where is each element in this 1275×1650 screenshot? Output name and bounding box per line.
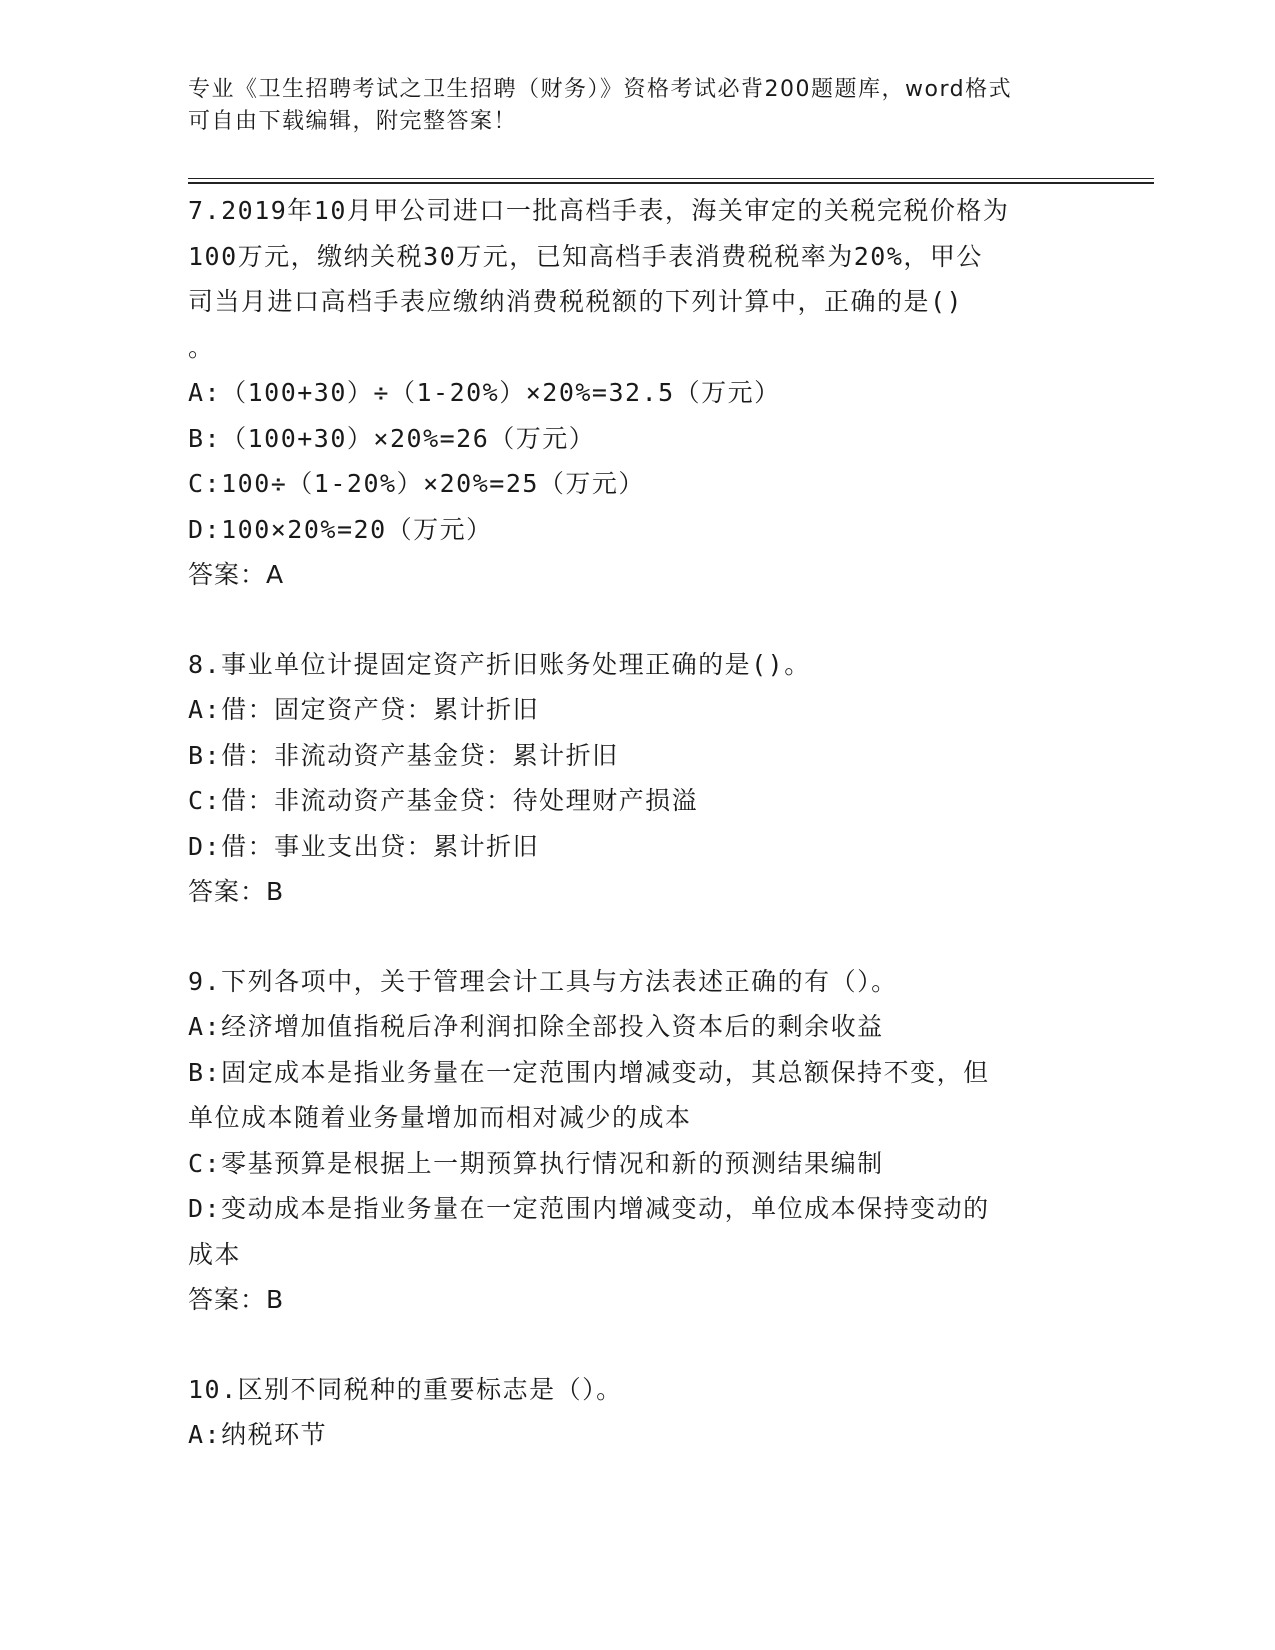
question-spacer (188, 598, 1088, 642)
option-c: C:100÷（1-20%）×20%=25（万元） (188, 469, 645, 498)
question-stem: 10.区别不同税种的重要标志是（）。 (188, 1374, 623, 1404)
option-d: D:变动成本是指业务量在一定范围内增减变动，单位成本保持变动的 (188, 1194, 990, 1223)
option-d: D:100×20%=20（万元） (188, 514, 493, 544)
option-a: A:借：固定资产贷：累计折旧 (188, 695, 540, 724)
question-spacer (188, 915, 1088, 959)
option-b: B:（100+30）×20%=26（万元） (188, 423, 596, 453)
question-spacer (188, 1323, 1088, 1367)
question-9 (188, 959, 1088, 1323)
question-stem: 7.2019年10月甲公司进口一批高档手表，海关审定的关税完税价格为 (188, 196, 1010, 225)
option-a: A:经济增加值指税后净利润扣除全部投入资本后的剩余收益 (188, 1012, 884, 1041)
option-d: D:借：事业支出贷：累计折旧 (188, 831, 540, 861)
option-c: C:零基预算是根据上一期预算执行情况和新的预测结果编制 (188, 1148, 884, 1178)
option-b: B:固定成本是指业务量在一定范围内增减变动，其总额保持不变，但 (188, 1057, 990, 1087)
question-8 (188, 642, 1088, 915)
answer: 答案：A (188, 560, 285, 589)
option-a: A:纳税环节 (188, 1420, 328, 1449)
question-stem: 100万元，缴纳关税30万元，已知高档手表消费税税率为20%，甲公 (188, 241, 983, 271)
header-line-1: 专业《卫生招聘考试之卫生招聘（财务）》资格考试必背200题题库，word格式 (188, 77, 1013, 102)
question-stem: 9.下列各项中，关于管理会计工具与方法表述正确的有（）。 (188, 966, 898, 996)
option-b-continued: 单位成本随着业务量增加而相对减少的成本 (188, 1103, 692, 1132)
question-list (188, 188, 1088, 1458)
question-10 (188, 1367, 1088, 1458)
answer: 答案：B (188, 877, 285, 906)
header-divider (188, 178, 1154, 184)
answer: 答案：B (188, 1285, 285, 1314)
question-7 (188, 188, 1088, 598)
question-stem: 。 (188, 332, 215, 362)
header-line-2: 可自由下载编辑，附完整答案！ (188, 109, 518, 134)
option-b: B:借：非流动资产基金贷：累计折旧 (188, 740, 619, 770)
document-header (188, 74, 1088, 138)
option-a: A:（100+30）÷（1-20%）×20%=32.5（万元） (188, 378, 781, 407)
question-stem: 司当月进口高档手表应缴纳消费税税额的下列计算中，正确的是() (188, 287, 964, 316)
option-d-continued: 成本 (188, 1239, 242, 1269)
question-stem: 8.事业单位计提固定资产折旧账务处理正确的是()。 (188, 649, 811, 679)
option-c: C:借：非流动资产基金贷：待处理财产损溢 (188, 786, 699, 815)
